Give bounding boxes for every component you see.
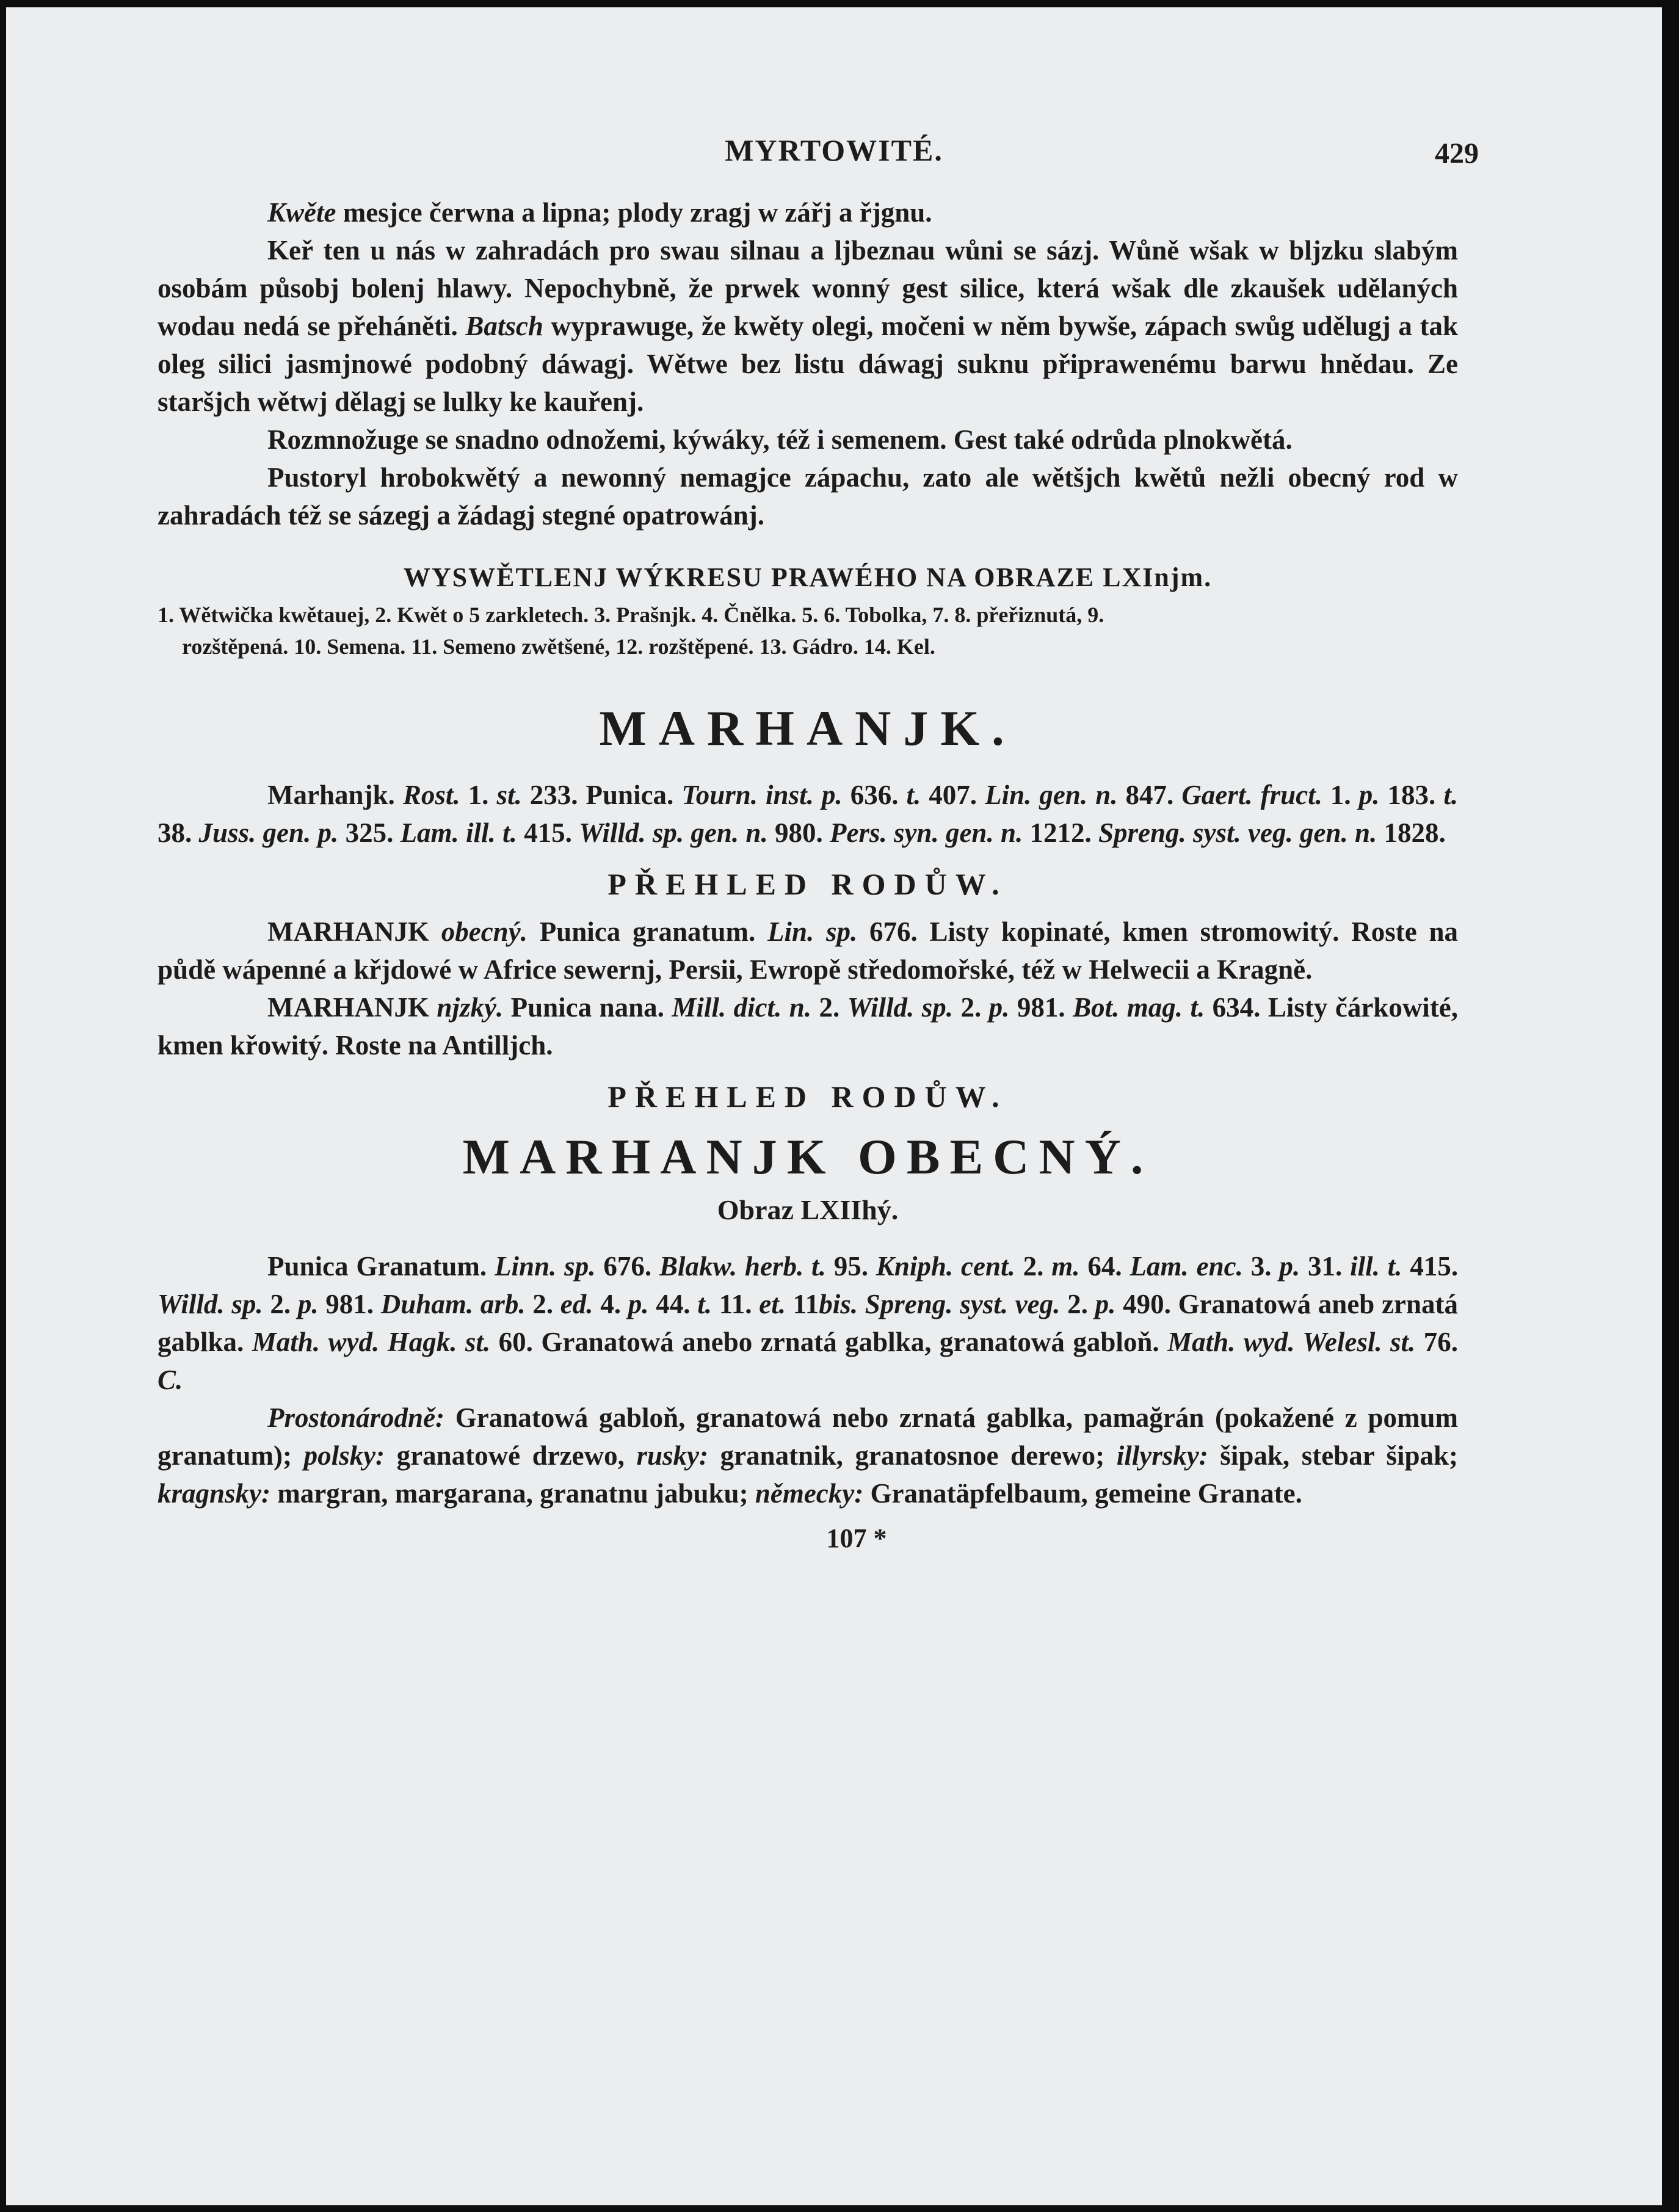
citation-text: Granatowá gabloň, granatowá nebo zrnatá gablka, pamağrán (pokažené z pomum granatum); (158, 1402, 1458, 1471)
citation-text: 11 (785, 1289, 819, 1319)
page-number: 429 (1435, 137, 1479, 170)
book-page (6, 7, 1662, 2205)
running-head: MYRTOWITÉ. (725, 133, 943, 167)
citation-italic: t. (1443, 780, 1459, 810)
species-entry-1 (158, 913, 1458, 988)
citation-italic: Juss. gen. p. (198, 818, 339, 848)
species-title: MARHANJK OBECNÝ. (462, 1129, 1153, 1184)
cultivation-text-1: Keř ten u nás w zahradách pro swau silnau a ljbeznau wůni se sázj. Wůně wšak w bljzku slabým osobám působj bolenj hlawy. Nepochybně, že prwek wonný gest silice, která wšak dle zkaušek udělaných wodau nedá se přeháněti. (158, 235, 1458, 341)
plate-reference: Obraz LXIIhý. (717, 1194, 899, 1225)
figure-explanation-line-2: rozštěpená. 10. Semena. 11. Semeno zwětšené, 12. rozštěpené. 13. Gádro. 14. Kel. (182, 634, 935, 659)
species-entry-2 (158, 988, 1458, 1064)
author-batsch: Batsch (465, 311, 543, 341)
mock-orange-paragraph: Pustoryl hrobokwětý a newonný nemagjce zápachu, zato ale wětšjch kwětů nežli obecný rod w zahradách též se sázegj a žádagj stegné opatrowánj. (158, 462, 1458, 531)
citation-italic: t. (697, 1289, 712, 1319)
genus-name: Marhanjk. (267, 780, 395, 810)
citation-text: 11. (711, 1289, 760, 1319)
citation-text: Granatäpfelbaum, gemeine Granate. (863, 1478, 1302, 1509)
citation-italic: Tourn. inst. p. (681, 780, 843, 810)
citation-text: 76. (1415, 1327, 1459, 1357)
citation-text: 981. (1009, 992, 1073, 1023)
citation-text: 325. (338, 818, 401, 848)
citation-italic: et. (759, 1289, 786, 1319)
figure-explanation-text (158, 599, 1458, 662)
citation-italic: p. (1095, 1289, 1116, 1319)
citation-italic: C. (158, 1365, 183, 1395)
citation-text: 2. (811, 992, 847, 1023)
citation-text: 4. (593, 1289, 628, 1319)
page-text (158, 194, 1458, 1557)
flowering-label: Kwěte (267, 197, 336, 228)
citation-text: granatnik, granatosnoe derewo; (708, 1440, 1117, 1471)
citation-italic: Linn. sp. (495, 1251, 596, 1282)
flowering-paragraph (158, 194, 1458, 231)
citation-text: 980. (767, 818, 830, 848)
genus-synonymy (158, 776, 1458, 852)
cultivation-paragraph (158, 231, 1458, 421)
citation-text: 233. Punica. (521, 780, 682, 810)
citation-text: 981. (318, 1289, 381, 1319)
figure-explanation-heading: WYSWĚTLENJ WÝKRESU PRAWÉHO NA OBRAZE LXInjm. (403, 562, 1213, 592)
citation-italic: Pers. syn. gen. n. (829, 818, 1023, 848)
citation-text: 2. (525, 1289, 560, 1319)
citation-text: 38. (158, 818, 199, 848)
genus-title: MARHANJK. (599, 700, 1017, 756)
citation-text (395, 780, 403, 810)
citation-italic: Bot. mag. t. (1073, 992, 1205, 1023)
citation-italic: německy: (755, 1478, 864, 1509)
citation-italic: Lam. ill. t. (400, 818, 517, 848)
citation-italic: p. (1279, 1251, 1300, 1282)
citation-italic: Kniph. cent. (876, 1251, 1015, 1282)
citation-text: Punica nana. (503, 992, 672, 1023)
citation-text: 95. (825, 1251, 876, 1282)
citation-italic: p. (628, 1289, 649, 1319)
overview-heading-1: PŘEHLED RODŮW. (607, 867, 1008, 901)
signature-mark: 107 * (826, 1523, 887, 1553)
species-synonymy (158, 1247, 1458, 1399)
citation-italic: bis. Spreng. syst. veg. (819, 1289, 1061, 1319)
citation-italic: Rost. (402, 780, 460, 810)
citation-text: 1828. (1377, 818, 1446, 848)
citation-text: 2. (1060, 1289, 1095, 1319)
citation-text: 64. (1079, 1251, 1130, 1282)
citation-italic: rusky: (636, 1440, 708, 1471)
species-2-name: MARHANJK (267, 992, 429, 1023)
citation-italic: p. (297, 1289, 319, 1319)
citation-text: 676. (595, 1251, 659, 1282)
citation-italic: p. (1358, 780, 1380, 810)
species-2-epithet: njzký. (437, 992, 504, 1023)
vernacular-names (158, 1399, 1458, 1512)
citation-text: 1. (460, 780, 497, 810)
species-1-epithet: obecný. (441, 916, 528, 947)
citation-text: 31. (1300, 1251, 1351, 1282)
citation-italic: illyrsky: (1116, 1440, 1208, 1471)
flowering-text: mesjce čerwna a lipna; plody zragj w zářj a řjgnu. (336, 197, 932, 228)
citation-text: 44. (648, 1289, 698, 1319)
citation-text: 407. (921, 780, 985, 810)
citation-text: margran, margarana, granatnu jabuku; (270, 1478, 755, 1509)
citation-text: 1212. (1023, 818, 1098, 848)
citation-italic: Willd. sp. (158, 1289, 263, 1319)
citation-italic: ed. (560, 1289, 593, 1319)
citation-italic: m. (1051, 1251, 1080, 1282)
citation-italic: Lin. gen. n. (985, 780, 1118, 810)
citation-text: Punica granatum. (527, 916, 767, 947)
citation-text: 676. Listy kopinaté, kmen stromowitý. Roste na půdě wápenné a křjdowé w Africe sewernj, Persii, Ewropě středomořské, též w Helwecii a Kragně. (158, 916, 1459, 985)
citation-italic: Willd. sp. (847, 992, 953, 1023)
species-1-name: MARHANJK (267, 916, 429, 947)
citation-italic: Mill. dict. n. (672, 992, 812, 1023)
citation-italic: polsky: (303, 1440, 385, 1471)
citation-italic: ill. t. (1350, 1251, 1402, 1282)
citation-text: 2. (1015, 1251, 1052, 1282)
propagation-paragraph: Rozmnožuge se snadno odnožemi, kýwáky, též i semenem. Gest také odrůda plnokwětá. (267, 424, 1293, 455)
cultivation-text-2: wyprawuge, že kwěty olegi, močeni w něm bywše, zápach swůg udělugj a tak oleg silici jasmjnowé podobný dáwagj. Wětwe bez listu dáwagj suknu připrawenému barwu hnědau. Ze staršjch wětwj dělagj se lulky ke kauřenj. (158, 311, 1458, 417)
citation-text: šipak, stebar šipak; (1208, 1440, 1459, 1471)
citation-text: 415. (1402, 1251, 1459, 1282)
citation-text: 636. (842, 780, 907, 810)
citation-text: Punica Granatum. (267, 1251, 495, 1282)
overview-heading-2: PŘEHLED RODŮW. (607, 1079, 1008, 1114)
citation-text: 634. Listy čárkowité, kmen křowitý. Roste na Antilljch. (158, 992, 1459, 1061)
figure-explanation-line-1: 1. Wětwička kwětauej, 2. Kwět o 5 zarkletech. 3. Prašnjk. 4. Čnělka. 5. 6. Tobolka, 7. 8. přeřiznutá, 9. (158, 603, 1104, 627)
citation-italic: Spreng. syst. veg. gen. n. (1098, 818, 1377, 848)
citation-italic: Gaert. fruct. (1181, 780, 1322, 810)
citation-italic: t. (906, 780, 921, 810)
citation-italic: Willd. sp. gen. n. (579, 818, 768, 848)
citation-italic: Blakw. herb. t. (659, 1251, 826, 1282)
citation-text: 1. (1322, 780, 1359, 810)
citation-italic: st. (496, 780, 522, 810)
citation-text: granatowé drzewo, (385, 1440, 637, 1471)
citation-text: 60. Granatowá anebo zrnatá gablka, granatowá gabloň. (490, 1327, 1168, 1357)
citation-italic: kragnsky: (158, 1478, 271, 1509)
citation-italic: Lam. enc. (1130, 1251, 1243, 1282)
citation-text: 2. (263, 1289, 298, 1319)
citation-italic: Prostonárodně: (267, 1402, 445, 1433)
citation-text: 3. (1242, 1251, 1280, 1282)
citation-italic: Duham. arb. (380, 1289, 526, 1319)
citation-italic: Lin. sp. (767, 916, 858, 947)
citation-text: 490. Granatowá aneb zrnatá gablka. (158, 1289, 1459, 1357)
citation-text: 183. (1379, 780, 1444, 810)
citation-text: 847. (1117, 780, 1182, 810)
citation-text: 415. (517, 818, 579, 848)
citation-italic: Math. wyd. Welesl. st. (1167, 1327, 1416, 1357)
citation-italic: p. (988, 992, 1010, 1023)
citation-italic: Math. wyd. Hagk. st. (252, 1327, 491, 1357)
citation-text: 2. (953, 992, 989, 1023)
